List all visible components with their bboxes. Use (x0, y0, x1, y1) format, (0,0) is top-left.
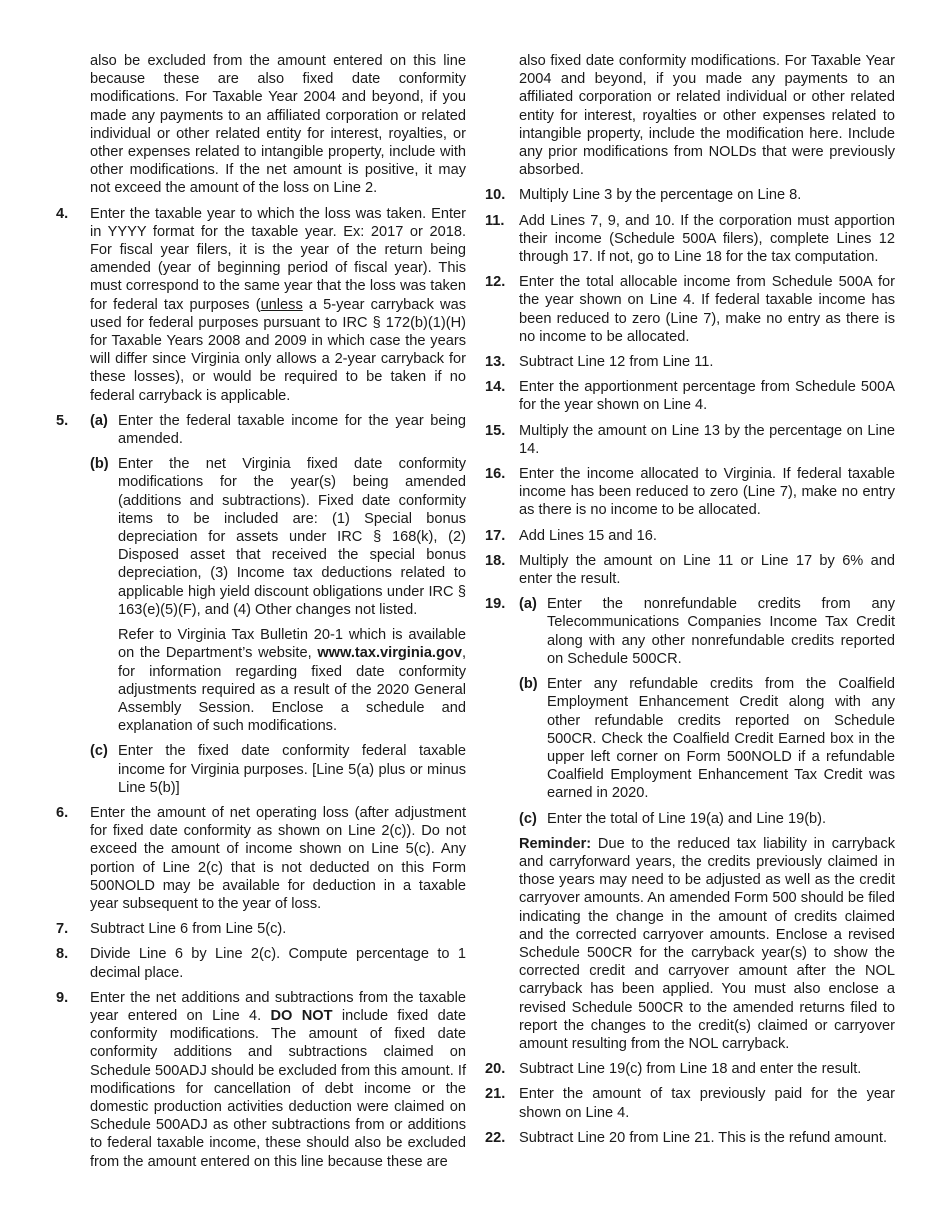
instruction-line-5 (56, 412, 466, 797)
instruction-line-14 (485, 378, 895, 414)
line-number: 19. (485, 596, 506, 613)
line-19b (519, 675, 895, 802)
sub-label: (b) (90, 456, 109, 473)
line-5-parts (90, 412, 466, 797)
line-number: 20. (485, 1061, 506, 1078)
sub-label: (b) (519, 676, 538, 693)
sub-text: Enter the total of Line 19(a) and Line 19(b). (547, 810, 827, 827)
line-text: Subtract Line 6 from Line 5(c). (90, 921, 287, 938)
sub-text: Enter the net Virginia fixed date conformity modifications for the year(s) being amended (additions and subtractions). Fixed date conformity items to be included are: (1) Special bonus depreciation for assets under IRC § 168(k), (2) Disposed asset that received the special bonus depreciation, (3) Income tax deductions related to applicable high yield discount obligations under IRC § 163(e)(5)(F), and (4) Other changes not listed. (118, 456, 466, 618)
line-text: Add Lines 7, 9, and 10. If the corporation must apportion their income (Schedule 500A filers), complete Lines 12 through 17. If not, go to Line 18 for the tax computation. (519, 212, 895, 266)
sub-text: Enter the nonrefundable credits from any Telecommunications Companies Income Tax Credit along with any other nonrefundable credits reported on Schedule 500CR. (547, 596, 895, 667)
instruction-line-22 (485, 1129, 895, 1147)
line-text: Multiply the amount on Line 11 or Line 17 by 6% and enter the result. (519, 552, 895, 588)
line-text: Subtract Line 19(c) from Line 18 and enter the result. (519, 1061, 862, 1078)
line-19-parts (519, 595, 895, 1053)
line-text: Add Lines 15 and 16. (519, 527, 657, 544)
line-text: Subtract Line 20 from Line 21. This is the refund amount. (519, 1129, 888, 1146)
line-text: Divide Line 6 by Line 2(c). Compute percentage to 1 decimal place. (90, 946, 466, 981)
line-number: 9. (56, 989, 69, 1006)
instruction-line-11 (485, 212, 895, 267)
line-19a (519, 595, 895, 668)
line-text: Enter the amount of tax previously paid for the year shown on Line 4. (519, 1086, 895, 1121)
sub-label: (c) (90, 743, 108, 760)
line-number: 22. (485, 1129, 506, 1146)
line-number: 16. (485, 466, 506, 483)
instruction-line-18 (485, 552, 895, 588)
sub-label: (a) (519, 596, 537, 613)
instruction-line-15 (485, 422, 895, 458)
line-number: 13. (485, 354, 506, 371)
instruction-line-10 (485, 186, 895, 204)
line-5b (90, 455, 466, 619)
line-text: Enter the total allocable income from Schedule 500A for the year shown on Line 4. If federal taxable income has been reduced to zero (Line 7), make no entry as there is no income to be allocated. (519, 274, 895, 345)
instruction-line-21 (485, 1085, 895, 1121)
instruction-line-4 (56, 205, 466, 405)
line-5c (90, 742, 466, 797)
instruction-line-8 (56, 945, 466, 981)
website-link: www.tax.virginia.gov (317, 645, 462, 662)
line-number: 7. (56, 921, 69, 938)
reminder-paragraph: Reminder: Due to the reduced tax liability in carryback and carryforward years, the credits previously claimed in those years may need to be adjusted as well as the credit carryover amounts. An amended Form 500 should be filed indicating the change in the amount of credits claimed and the corrected carryover amounts. Enclose a revised Schedule 500CR for the carryback year(s) to show the corrected credit and carryover amount after the NOL carryback has been applied. You must also enclose a revised Schedule 500CR to the amended returns filed to report the changes to the credit(s) claimed or carryover amount resulting from the NOL carryback. (519, 835, 895, 1052)
line-text: Enter the income allocated to Virginia. If federal taxable income has been reduced to zero (Line 7), make no entry as there is no income to be allocated. (519, 466, 895, 519)
line-text: Multiply Line 3 by the percentage on Line 8. (519, 187, 802, 204)
instruction-line-7 (56, 920, 466, 938)
line-number: 11. (485, 212, 505, 229)
refer-paragraph: Refer to Virginia Tax Bulletin 20-1 which is available on the Department’s website, www.tax.virginia.gov, for information regarding fixed date conformity adjustments required as a result of the 2020 General Assembly Session. Enclose a schedule and explanation of such modifications. (118, 627, 466, 735)
line-number: 14. (485, 379, 506, 396)
sub-label: (a) (90, 412, 108, 429)
continued-paragraph: also be excluded from the amount entered on this line because these are also fixed date conformity modifications. For Taxable Year 2004 and beyond, if you made any payments to an affiliated corporation or related individual or other related entity for interest, royalties, or other expenses related to intangible property, include with other modifications. If the net amount is positive, it may not exceed the amount of the loss on Line 2. (90, 53, 466, 197)
line-number: 8. (56, 946, 69, 963)
sub-text: Enter any refundable credits from the Coalfield Employment Enhancement Credit along with any other refundable credits reported on Schedule 500CR. Check the Coalfield Credit Earned box in the upper left corner on Form 500NOLD if a refundable Coalfield Employment Enhancement Tax Credit was earned in 2020. (547, 676, 895, 802)
sub-text: Enter the federal taxable income for the year being amended. (118, 412, 466, 448)
underlined-word: unless (260, 296, 303, 313)
line-text: Subtract Line 12 from Line 11. (519, 354, 714, 371)
line-number: 12. (485, 274, 506, 291)
right-column (485, 52, 895, 1154)
line-number: 21. (485, 1086, 506, 1103)
line-number: 15. (485, 422, 506, 439)
line-19c (519, 810, 895, 828)
reminder-label: Reminder: (519, 835, 592, 852)
line-number: 18. (485, 552, 506, 569)
line-text: Enter the net additions and subtractions from the taxable year entered on Line 4. DO NOT include fixed date conformity modifications. The amount of fixed date conformity additions and subtractions claimed on Schedule 500ADJ should be excluded from this amount. If modifications for cancellation of debt income or the domestic production activities deduction were claimed on Schedule 500ADJ as other subtractions from or additions to federal taxable income, these should also be excluded from the amount entered on this line because these are (90, 989, 466, 1170)
emphasis-do-not: DO NOT (270, 1007, 333, 1024)
line-number: 4. (56, 205, 69, 222)
instruction-line-13 (485, 353, 895, 371)
continued-paragraph: also fixed date conformity modifications. For Taxable Year 2004 and beyond, if you made any payments to an affiliated corporation or related individual or other related entity for interest, royalties or other expenses related to intangible property, include the modification here. Include any prior modifications from NOLDs that were previously absorbed. (519, 53, 895, 179)
line-text: Enter the apportionment percentage from Schedule 500A for the year shown on Line 4. (519, 379, 895, 414)
instruction-line-20 (485, 1060, 895, 1078)
instruction-line-16 (485, 465, 895, 520)
line-text: Enter the taxable year to which the loss was taken. Enter in YYYY format for the taxable year. Ex: 2017 or 2018. For fiscal year filers, it is the year of the return being amended (year of beginning period of fiscal year). This must correspond to the same year that the loss was taken for federal tax purposes (unless a 5-year carryback was used for federal purposes pursuant to IRC § 172(b)(1)(H) for Taxable Years 2008 and 2009 in which case the years will differ since Virginia only allows a 2-year carryback for these losses), or would be required to be taken if no federal carryback is applicable. (90, 205, 466, 404)
instruction-line-17 (485, 527, 895, 545)
line-number: 5. (56, 412, 69, 429)
instruction-line-12 (485, 273, 895, 346)
sub-label: (c) (519, 810, 537, 827)
line-number: 10. (485, 187, 506, 204)
instruction-line-6 (56, 804, 466, 913)
instruction-line-9 (56, 989, 466, 1171)
instruction-line-19 (485, 595, 895, 1053)
line-5a (90, 412, 466, 448)
left-column (56, 52, 466, 1178)
line-number: 6. (56, 804, 69, 821)
line-text: Enter the amount of net operating loss (after adjustment for fixed date conformity as shown on Line 2(c)). Do not exceed the amount of income shown on Line 5(c). Any portion of Line 2(c) that is not deducted on this Form 500NOLD may be available for deduction in a taxable year subsequent to the year of loss. (90, 804, 466, 912)
line-number: 17. (485, 527, 506, 544)
sub-text: Enter the fixed date conformity federal taxable income for Virginia purposes. [Line 5(a) plus or minus Line 5(b)] (118, 743, 466, 796)
line-text: Multiply the amount on Line 13 by the percentage on Line 14. (519, 422, 895, 457)
